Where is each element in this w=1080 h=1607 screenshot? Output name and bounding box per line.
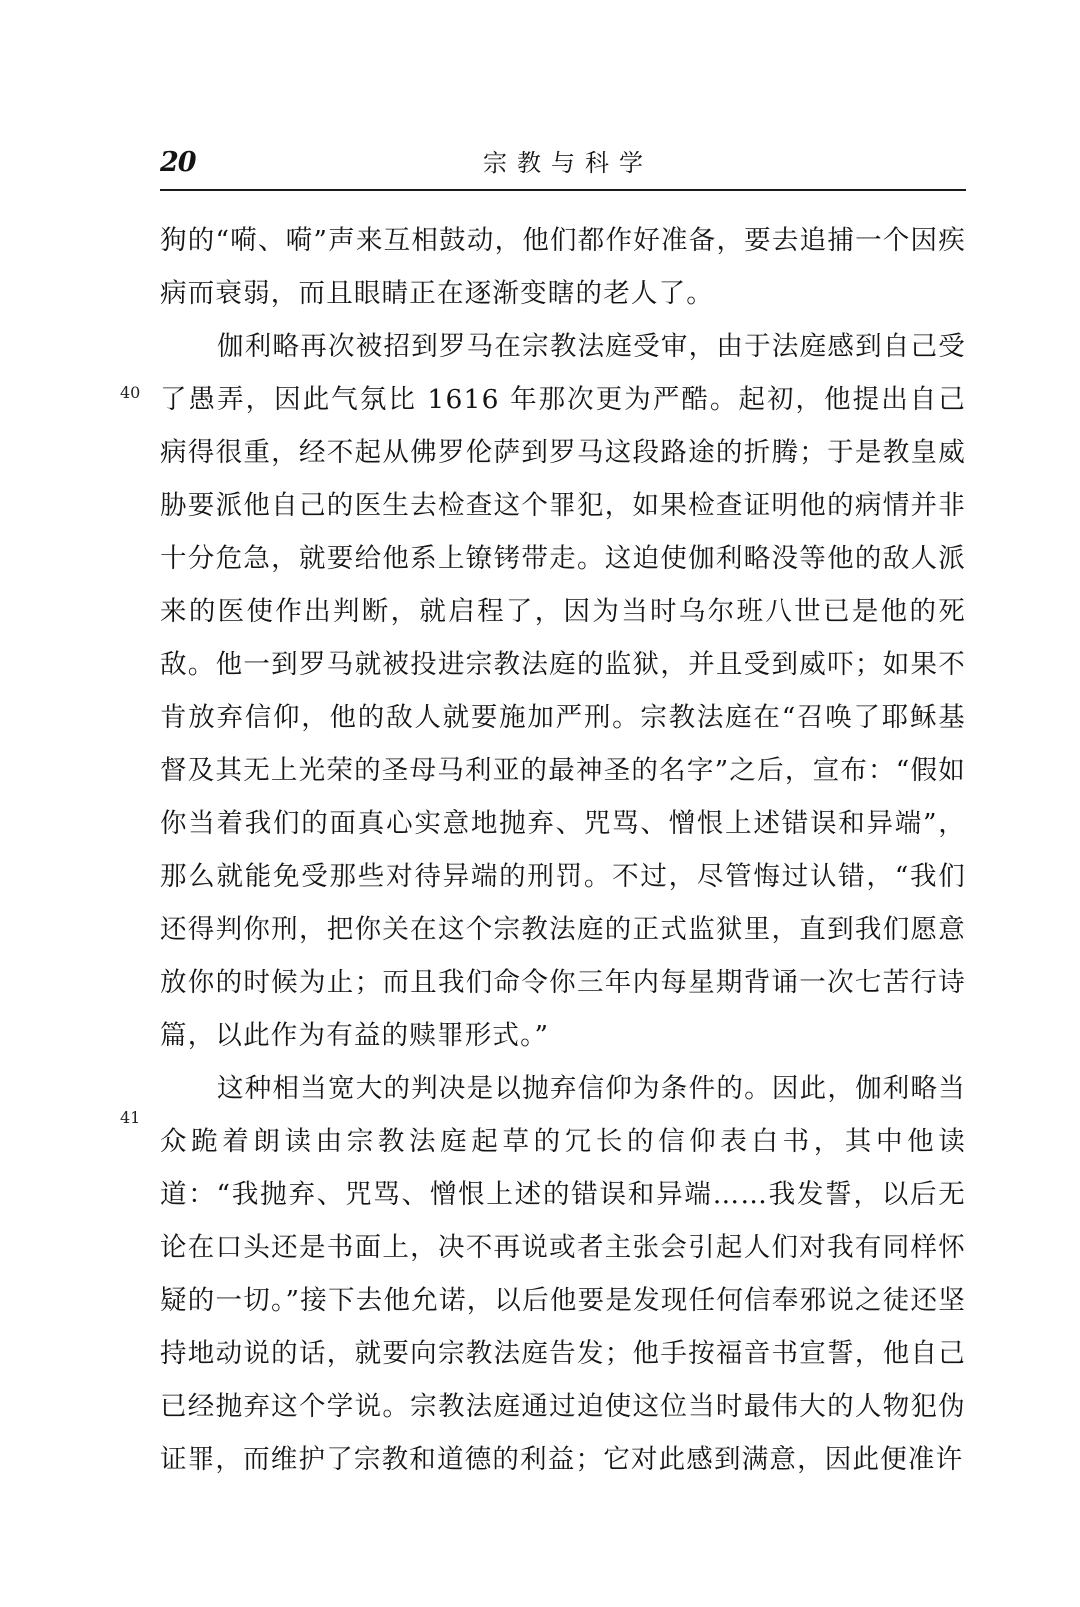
paragraph-3: 这种相当宽大的判决是以抛弃信仰为条件的。因此，伽利略当众跪着朗读由宗教法庭起草的冗长的信仰表白书，其中他读道：“我抛弃、咒骂、憎恨上述的错误和异端……我发誓，以后无论在口头还是书面上，决不再说或者主张会引起人们对我有同样怀疑的一切。”接下去他允诺，以后他要是发现任何信奉邪说之徒还坚持地动说的话，就要向宗教法庭告发；他手按福音书宣誓，他自己已经抛弃这个学说。宗教法庭通过迫使这位当时最伟大的人物犯伪证罪，而维护了宗教和道德的利益；它对此感到满意，因此便准许: [160, 1073, 966, 1475]
body-text: [160, 214, 966, 1486]
header-rule: [160, 189, 966, 191]
page-number: 20: [160, 147, 196, 178]
margin-note-41: 41: [120, 1108, 141, 1127]
margin-note-40: 40: [120, 383, 141, 402]
paragraph-1: 狗的“嗬、嗬”声来互相鼓动，他们都作好准备，要去追捕一个因疾病而衰弱，而且眼睛正在逐渐变瞎的老人了。: [160, 225, 966, 309]
running-title: 宗教与科学: [483, 149, 653, 177]
page-header: [160, 146, 966, 192]
paragraph-2: 伽利略再次被招到罗马在宗教法庭受审，由于法庭感到自己受了愚弄，因此气氛比 1616 年那次更为严酷。起初，他提出自己病得很重，经不起从佛罗伦萨到罗马这段路途的折腾；于是教皇威胁要派他自己的医生去检查这个罪犯，如果检查证明他的病情并非十分危急，就要给他系上镣铐带走。这迫使伽利略没等他的敌人派来的医使作出判断，就启程了，因为当时乌尔班八世已是他的死敌。他一到罗马就被投进宗教法庭的监狱，并且受到威吓；如果不肯放弃信仰，他的敌人就要施加严刑。宗教法庭在“召唤了耶稣基督及其无上光荣的圣母马利亚的最神圣的名字”之后，宣布：“假如你当着我们的面真心实意地抛弃、咒骂、憎恨上述错误和异端”，那么就能免受那些对待异端的刑罚。不过，尽管悔过认错，“我们还得判你刑，把你关在这个宗教法庭的正式监狱里，直到我们愿意放你的时候为止；而且我们命令你三年内每星期背诵一次七苦行诗篇，以此作为有益的赎罪形式。”: [160, 331, 966, 1051]
